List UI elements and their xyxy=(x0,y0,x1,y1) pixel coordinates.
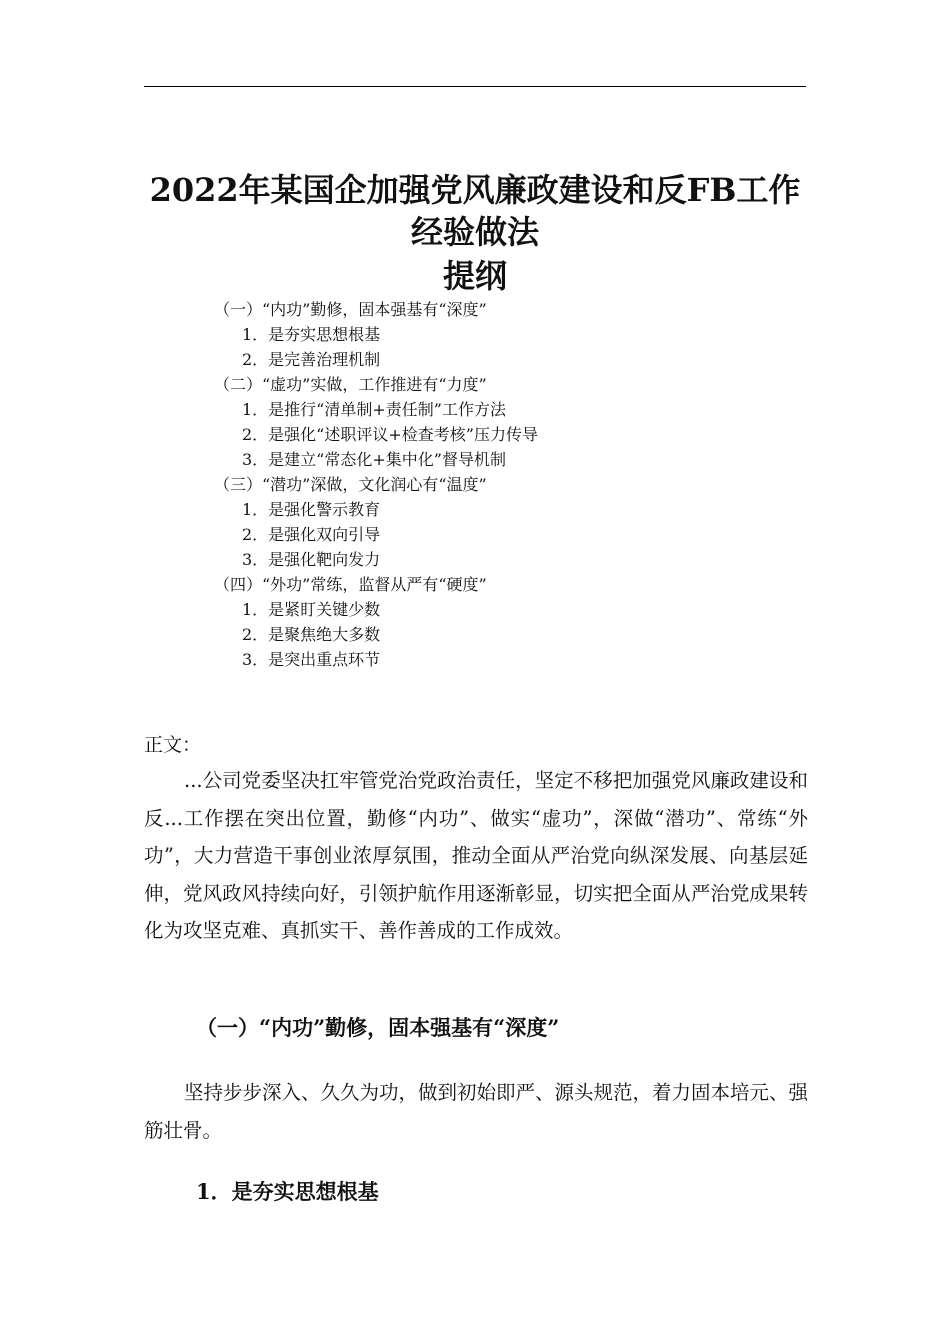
body-label: 正文： xyxy=(144,734,202,756)
outline-subitem: 2．是聚焦绝大多数 xyxy=(242,625,381,644)
outline-subitem: 1．是紧盯关键少数 xyxy=(242,600,381,619)
outline-subitem: 3．是突出重点环节 xyxy=(242,650,381,669)
outline-subitem: 2．是强化“述职评议+检查考核”压力传导 xyxy=(242,425,538,444)
section-paragraph: 坚持步步深入、久久为功，做到初始即严、源头规范，着力固本培元、强筋壮骨。 xyxy=(144,1081,809,1142)
outline-section-item: （三）“潜功”深做，文化润心有“温度” xyxy=(214,475,487,494)
subsection-heading: 1．是夯实思想根基 xyxy=(196,1179,379,1204)
outline-subitem: 2．是强化双向引导 xyxy=(242,525,381,544)
outline-section-item: （二）“虚功”实做，工作推进有“力度” xyxy=(214,375,487,394)
outline-section-item: （一）“内功”勤修，固本强基有“深度” xyxy=(214,300,487,319)
section-heading: （一）“内功”勤修，固本强基有“深度” xyxy=(196,1015,560,1040)
document-title-line1: 2022年某国企加强党风廉政建设和反FB工作 xyxy=(149,171,801,209)
document-title-line3: 提纲 xyxy=(442,257,507,295)
intro-paragraph: ...公司党委坚决扛牢管党治党政治责任，坚定不移把加强党风廉政建设和反...工作摆在突出位置，勤修“内功”、做实“虚功”，深做“潜功”、常练“外功”，大力营造干事创业浓厚氛围，推动全面从严治党向纵深发展、向基层延伸，党风政风持续向好，引领护航作用逐渐彰显，切实把全面从严治党成果转化为攻坚克难、真抓实干、善作善成的工作成效。 xyxy=(144,769,808,942)
outline-subitem: 3．是强化靶向发力 xyxy=(242,550,381,569)
header-rule xyxy=(144,86,806,87)
outline-subitem: 1．是推行“清单制+责任制”工作方法 xyxy=(242,400,506,419)
outline-section-item: （四）“外功”常练，监督从严有“硬度” xyxy=(214,575,487,594)
outline-subitem: 1．是强化警示教育 xyxy=(242,500,381,519)
outline-subitem: 1．是夯实思想根基 xyxy=(242,325,381,344)
outline-subitem: 2．是完善治理机制 xyxy=(242,350,381,369)
outline-subitem: 3．是建立“常态化+集中化”督导机制 xyxy=(242,450,506,469)
document-title-line2: 经验做法 xyxy=(410,213,539,251)
outline-list xyxy=(214,297,538,672)
